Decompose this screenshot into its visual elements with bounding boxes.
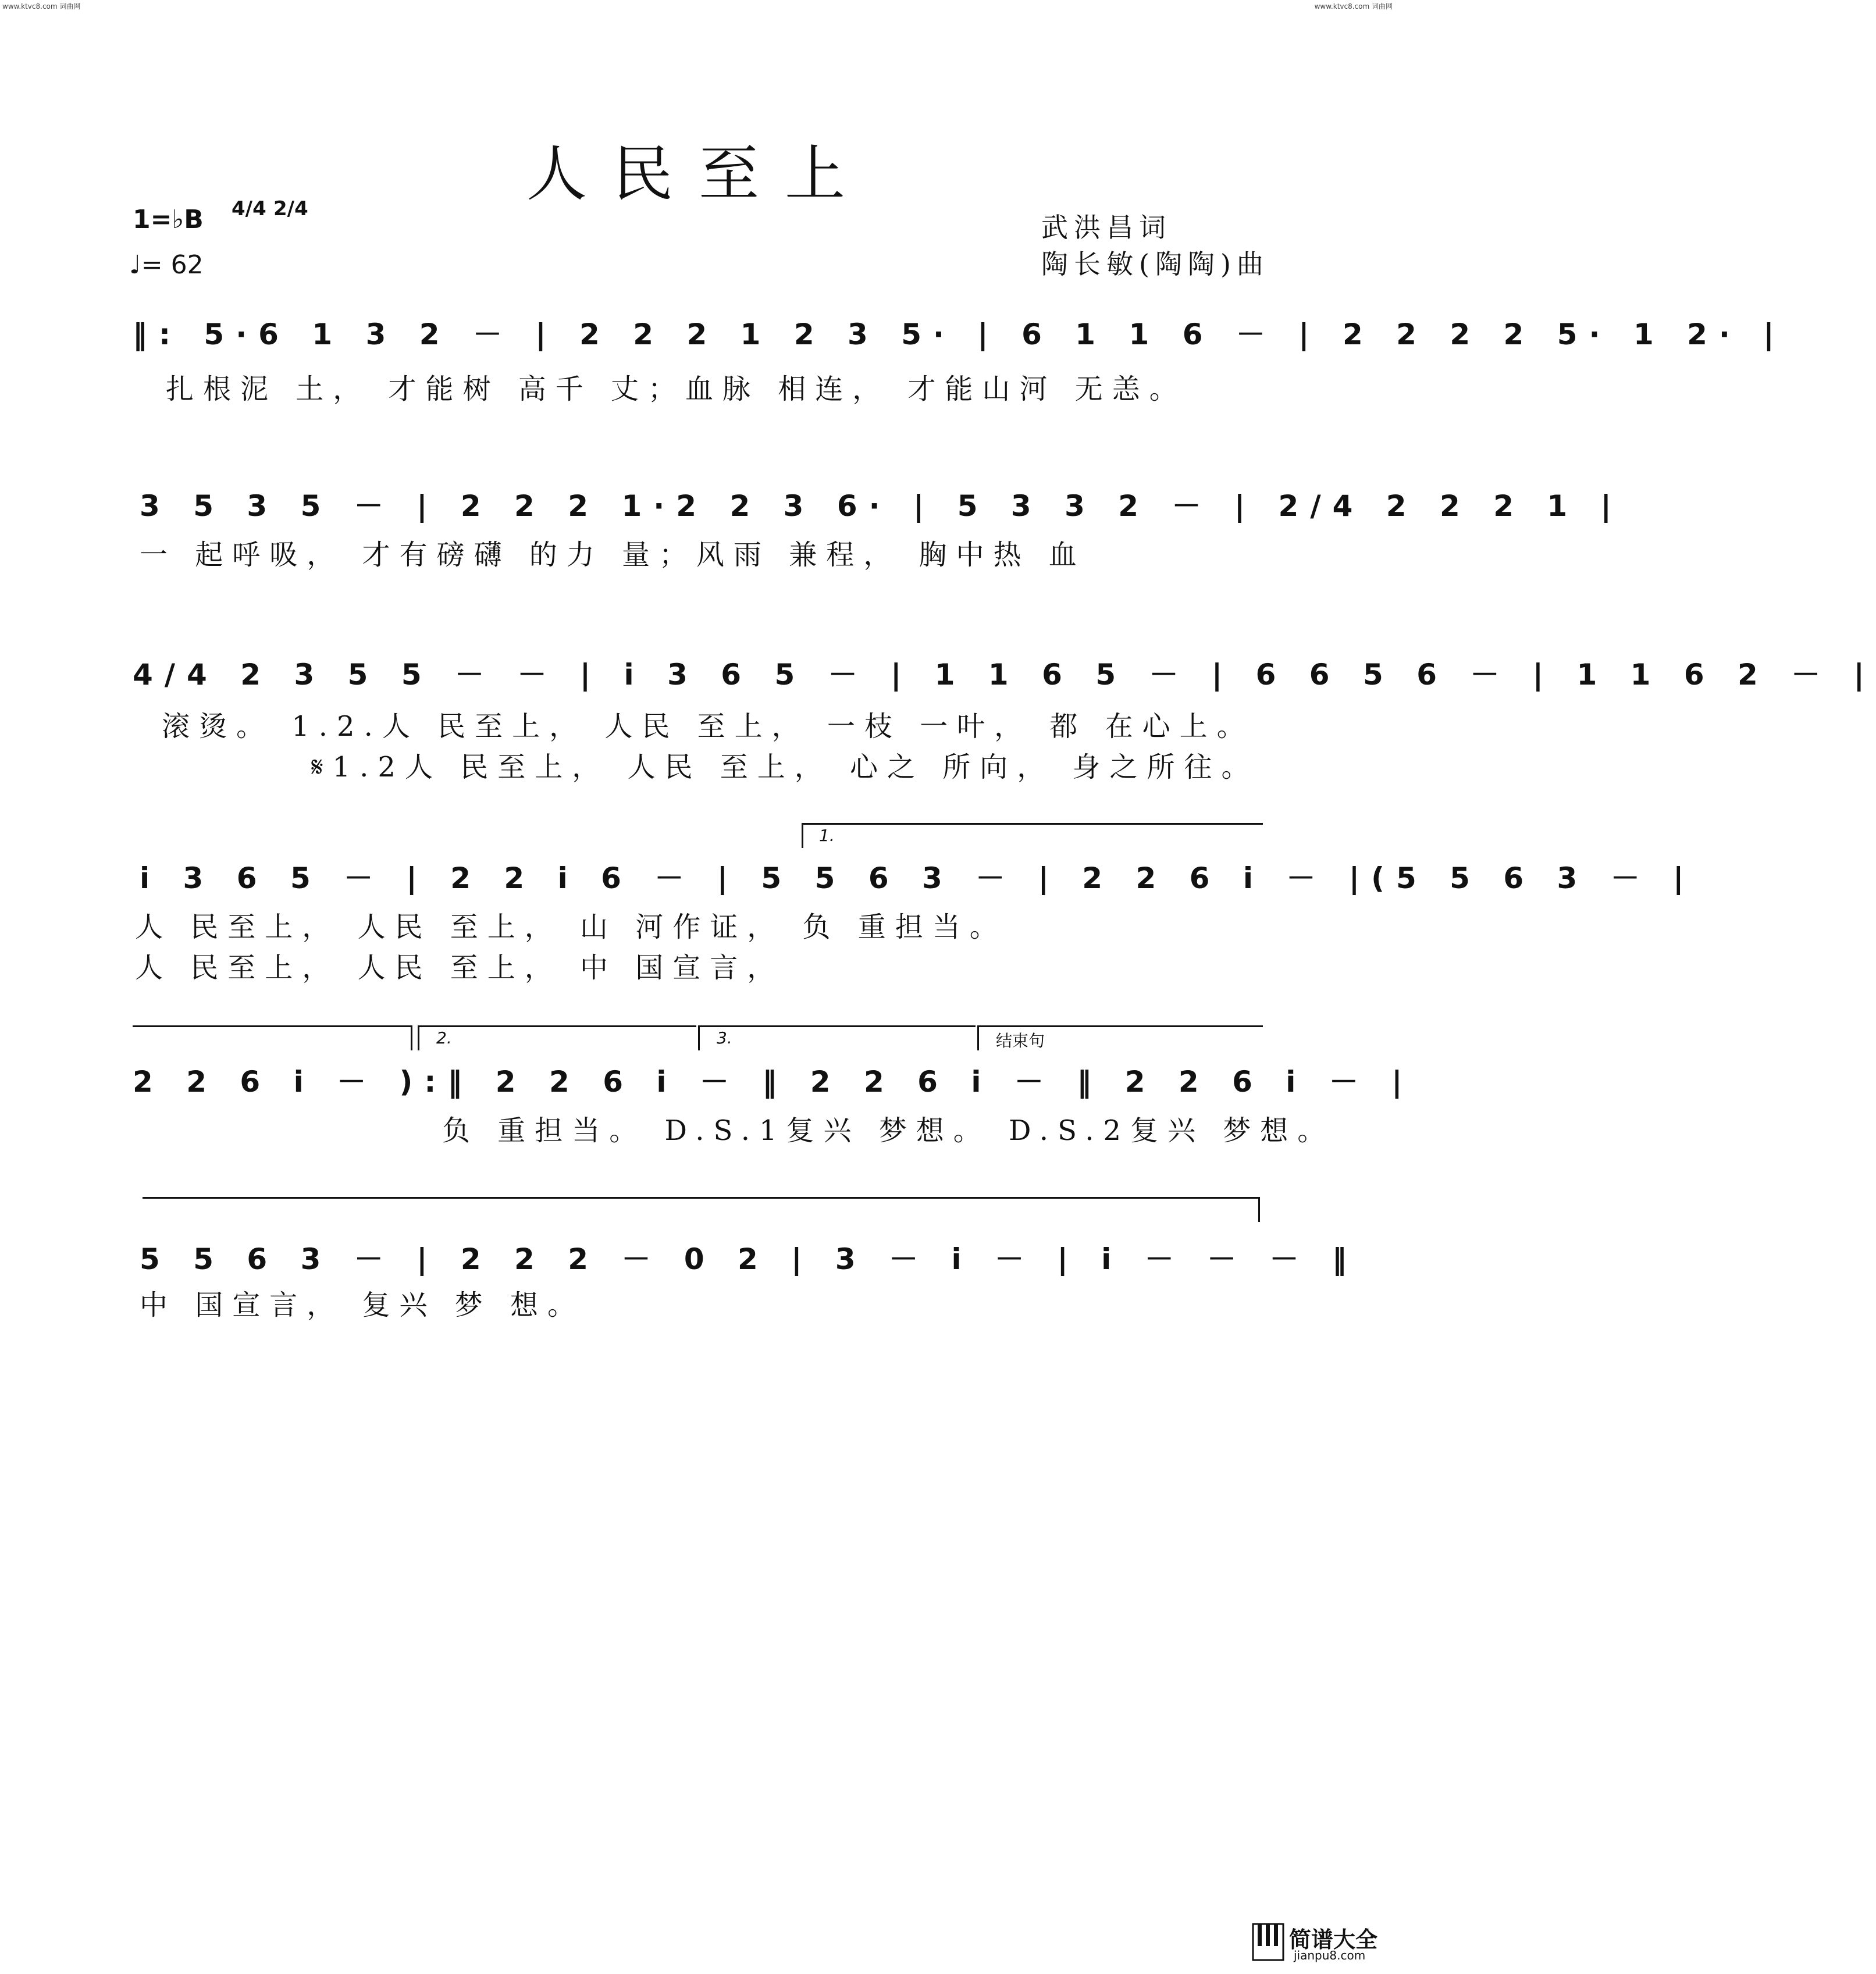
time-signature-1 [232,199,266,219]
composer-credit: 陶长敏(陶陶)曲 [1041,248,1269,280]
lyrics-row-5: 负 重担当。 D.S.1复兴 梦想。 D.S.2复兴 梦想。 [442,1114,1335,1147]
lyrics-row-4a: 人 民至上， 人民 至上， 山 河作证， 负 重担当。 [135,911,1007,943]
key-signature: 1=♭B [133,205,204,234]
volta-bracket-1 [802,823,1263,848]
volta-label-1: 1. [819,826,835,845]
notation-row-6: 5 5 6 3 － | 2 2 2 － 0 2 | 3 － i － | i － － － ‖ [140,1242,1358,1276]
lyrics-row-1: 扎根泥 土， 才能树 高千 丈；血脉 相连， 才能山河 无恙。 [166,373,1187,405]
lyrics-row-2: 一 起呼吸， 才有磅礴 的力 量；风雨 兼程， 胸中热 血 [140,539,1086,571]
logo-text: 简谱大全 [1289,1927,1378,1952]
ending-bracket [143,1197,1260,1222]
song-title: 人民至上 [526,138,871,209]
notation-row-3: 4/4 2 3 5 5 － － | i 3 6 5 － | 1 1 6 5 － | 6 6 5 6 － | 1 1 6 2 － | [133,658,1876,692]
watermark-right: www.ktvc8.com 词曲网 [1314,2,1393,10]
time-sig-1-text: 4/4 [232,197,266,220]
site-logo [1253,1922,1381,1964]
lyrics-row-6: 中 国宣言， 复兴 梦 想。 [140,1289,585,1321]
volta-bracket-continuation [133,1025,412,1050]
volta-label-3: 3. [717,1028,732,1047]
volta-label-2: 2. [436,1028,452,1047]
volta-label-ending: 结束句 [996,1031,1045,1050]
volta-bracket-3 [698,1025,976,1050]
notation-row-2: 3 5 3 5 － | 2 2 2 1·2 2 3 6· | 5 3 3 2 － | 2/4 2 2 2 1 | [140,489,1623,523]
lyrics-row-3b: 𝄋1.2人 民至上， 人民 至上， 心之 所向， 身之所往。 [311,751,1259,783]
lyrics-row-3a: 滚烫。 1.2.人 民至上， 人民 至上， 一枝 一叶， 都 在心上。 [162,710,1254,743]
time-sig-2-text: 2/4 [273,197,308,220]
volta-bracket-2 [418,1025,696,1050]
lyricist-credit: 武洪昌词 [1041,212,1172,243]
logo-subtext: jianpu8.com [1294,1948,1366,1962]
lyrics-row-4b: 人 民至上， 人民 至上， 中 国宣言， [135,952,785,984]
notation-row-1: ‖: 5·6 1 3 2 － | 2 2 2 1 2 3 5· | 6 1 1 6 － | 2 2 2 2 5· 1 2· | [133,318,1786,351]
watermark-left: www.ktvc8.com 词曲网 [2,2,81,10]
notation-row-5: 2 2 6 i － ):‖ 2 2 6 i － ‖ 2 2 6 i － ‖ 2 2 6 i － | [133,1065,1414,1099]
notation-row-4: i 3 6 5 － | 2 2 i 6 － | 5 5 6 3 － | 2 2 6 i － |(5 5 6 3 － | [140,861,1696,895]
time-signature-2 [273,199,308,219]
tempo-marking: ♩= 62 [129,250,204,280]
